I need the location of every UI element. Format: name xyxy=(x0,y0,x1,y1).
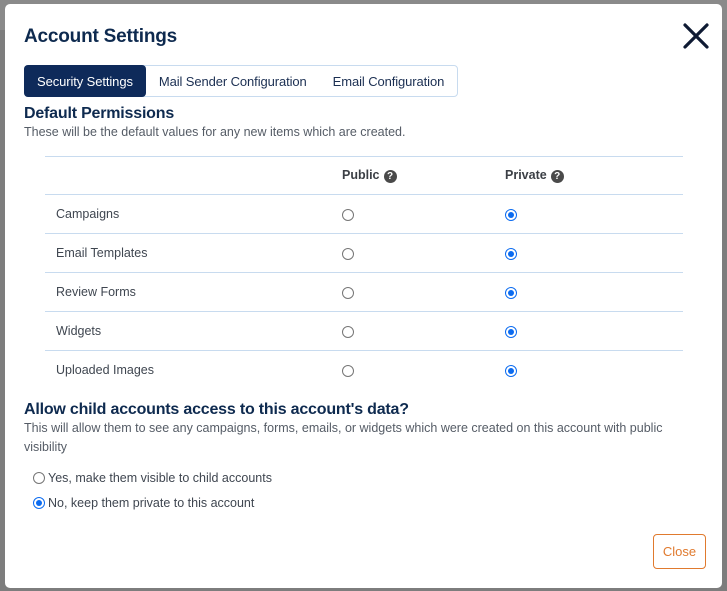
option-label: Yes, make them visible to child accounts xyxy=(48,471,272,485)
account-settings-modal xyxy=(5,4,722,588)
public-radio[interactable] xyxy=(342,326,354,338)
column-header-item xyxy=(45,157,342,195)
modal-title: Account Settings xyxy=(24,26,178,47)
tab-email-configuration[interactable]: Email Configuration xyxy=(332,73,445,89)
table-row xyxy=(45,195,683,234)
question-circle-icon[interactable]: ? xyxy=(551,170,564,183)
tab-mail-sender-configuration[interactable]: Mail Sender Configuration xyxy=(158,73,307,89)
column-header-private xyxy=(505,157,683,195)
public-radio[interactable] xyxy=(342,287,354,299)
public-radio[interactable] xyxy=(342,248,354,260)
question-circle-icon[interactable]: ? xyxy=(384,170,397,183)
tab-security-settings[interactable]: Security Settings xyxy=(24,65,146,97)
row-label: Review Forms xyxy=(45,273,342,312)
child-access-heading: Allow child accounts access to this account's data? xyxy=(24,401,409,418)
row-label: Uploaded Images xyxy=(45,351,342,390)
option-label: No, keep them private to this account xyxy=(48,496,255,510)
close-button[interactable]: Close xyxy=(653,534,706,569)
private-radio[interactable] xyxy=(505,209,517,221)
column-label: Public xyxy=(342,168,380,182)
column-label: Private xyxy=(505,168,547,182)
child-access-option-yes[interactable] xyxy=(33,471,272,485)
private-radio[interactable] xyxy=(505,248,517,260)
no-radio[interactable] xyxy=(33,497,45,509)
column-header-public xyxy=(342,157,505,195)
default-permissions-heading: Default Permissions xyxy=(24,105,175,122)
table-row xyxy=(45,312,683,351)
default-permissions-description: These will be the default values for any new items which are created. xyxy=(24,125,406,139)
child-access-description: This will allow them to see any campaigns, forms, emails, or widgets which were created on this account with public visibility xyxy=(24,421,663,454)
table-header-row xyxy=(45,157,683,195)
yes-radio[interactable] xyxy=(33,472,45,484)
settings-tabs xyxy=(24,65,458,97)
private-radio[interactable] xyxy=(505,326,517,338)
table-row xyxy=(45,234,683,273)
public-radio[interactable] xyxy=(342,365,354,377)
row-label: Email Templates xyxy=(45,234,342,273)
private-radio[interactable] xyxy=(505,287,517,299)
public-radio[interactable] xyxy=(342,209,354,221)
child-access-option-no[interactable] xyxy=(33,496,254,510)
permissions-table xyxy=(45,156,683,389)
close-x-icon[interactable] xyxy=(681,21,711,51)
row-label: Widgets xyxy=(45,312,342,351)
table-row xyxy=(45,351,683,390)
row-label: Campaigns xyxy=(45,195,342,234)
private-radio[interactable] xyxy=(505,365,517,377)
table-row xyxy=(45,273,683,312)
